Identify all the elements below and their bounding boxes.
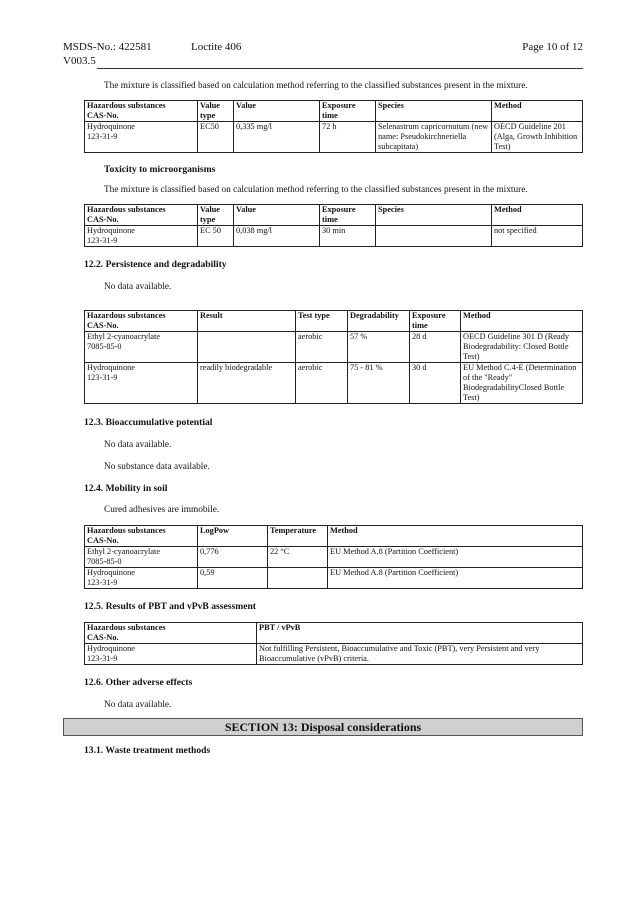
table-row — [85, 332, 583, 363]
col-value2: Value — [234, 101, 320, 122]
table-row — [85, 547, 583, 568]
persistence-text: No data available. — [104, 282, 172, 292]
method: OECD Guideline 301 D (Ready Biodegradability: Closed Bottle Test) — [461, 332, 583, 363]
col-substance: Hazardous substances — [87, 311, 166, 320]
persistence-title: 12.2. Persistence and degradability — [84, 259, 227, 270]
substance: Hydroquinone — [87, 644, 135, 653]
value: 0,038 mg/l — [234, 226, 320, 247]
col-exposure: Exposure time — [320, 205, 376, 226]
col-species: Species — [376, 205, 492, 226]
species — [376, 226, 492, 247]
table-header-row — [85, 311, 583, 332]
col-substance: Hazardous substances — [87, 205, 166, 214]
adverse-text: No data available. — [104, 700, 172, 710]
bioaccumulative-title: 12.3. Bioaccumulative potential — [84, 417, 213, 428]
mobility-text: Cured adhesives are immobile. — [104, 505, 220, 515]
substance: Hydroquinone — [87, 568, 135, 577]
col-temperature: Temperature — [268, 526, 328, 547]
col-test-type: Test type — [296, 311, 348, 332]
exposure: 72 h — [320, 122, 376, 153]
test-type: aerobic — [296, 363, 348, 404]
col-exposure: Exposure time — [320, 101, 376, 122]
method: EU Method A.8 (Partition Coefficient) — [328, 547, 583, 568]
assessment: Not fulfilling Persistent, Bioaccumulative and Toxic (PBT), very Persistent and very Bioaccumulative (vPvB) criteria. — [257, 644, 583, 665]
table-row — [85, 644, 583, 665]
cas: 123-31-9 — [87, 236, 118, 245]
product-name: Loctite 406 — [191, 41, 242, 53]
species: Selenastrum capricornutum (new name: Pseudokirchneriella subcapitata) — [376, 122, 492, 153]
substance: Ethyl 2-cyanoacrylate — [87, 332, 161, 341]
mobility-title: 12.4. Mobility in soil — [84, 483, 168, 494]
main-content — [84, 78, 583, 711]
col-cas: CAS-No. — [87, 215, 119, 224]
value: 0,335 mg/l — [234, 122, 320, 153]
bioaccumulative-text-2: No substance data available. — [104, 462, 210, 472]
cas: 123-31-9 — [87, 578, 118, 587]
result — [198, 332, 296, 363]
result: readily biodegradable — [198, 363, 296, 404]
pbt-title: 12.5. Results of PBT and vPvB assessment — [84, 601, 256, 612]
col-substance: Hazardous substances — [87, 101, 166, 110]
col-cas: CAS-No. — [87, 111, 119, 120]
exposure: 30 min — [320, 226, 376, 247]
col-logpow: LogPow — [198, 526, 268, 547]
msds-number: MSDS-No.: 422581 — [63, 41, 152, 53]
algae-intro: The mixture is classified based on calculation method referring to the classified substances present in the mixture. — [104, 81, 528, 91]
table-row — [85, 122, 583, 153]
col-result: Result — [198, 311, 296, 332]
col-type: type — [200, 215, 216, 224]
page-number: Page 10 of 12 — [522, 41, 583, 53]
value-type: EC50 — [198, 122, 234, 153]
table-row — [85, 568, 583, 589]
adverse-title: 12.6. Other adverse effects — [84, 677, 193, 688]
col-cas: CAS-No. — [87, 633, 119, 642]
micro-intro: The mixture is classified based on calculation method referring to the classified substances present in the mixture. — [104, 185, 528, 195]
micro-table — [84, 204, 583, 247]
table-header-row — [85, 101, 583, 122]
temperature — [268, 568, 328, 589]
header-rule — [97, 68, 583, 69]
degradability: 57 % — [348, 332, 410, 363]
degradability: 75 - 81 % — [348, 363, 410, 404]
test-type: aerobic — [296, 332, 348, 363]
col-value2: Value — [234, 205, 320, 226]
temperature: 22 °C — [268, 547, 328, 568]
cas: 7085-85-0 — [87, 342, 122, 351]
method: OECD Guideline 201 (Alga, Growth Inhibition Test) — [492, 122, 583, 153]
cas: 123-31-9 — [87, 373, 118, 382]
col-method: Method — [492, 205, 583, 226]
col-cas: CAS-No. — [87, 536, 119, 545]
col-value: Value — [200, 205, 220, 214]
cas: 123-31-9 — [87, 132, 118, 141]
col-method: Method — [492, 101, 583, 122]
substance: Hydroquinone — [87, 363, 135, 372]
col-value: Value — [200, 101, 220, 110]
col-time: time — [412, 321, 428, 330]
col-method: Method — [461, 311, 583, 332]
page-header — [63, 40, 583, 69]
col-type: type — [200, 111, 216, 120]
col-degradability: Degradability — [348, 311, 410, 332]
persistence-table — [84, 310, 583, 404]
logpow: 0,59 — [198, 568, 268, 589]
algae-table — [84, 100, 583, 153]
version: V003.5 — [63, 55, 96, 67]
col-exposure: Exposure — [412, 311, 446, 320]
method: EU Method A.8 (Partition Coefficient) — [328, 568, 583, 589]
logpow: 0,776 — [198, 547, 268, 568]
table-header-row — [85, 205, 583, 226]
col-substance: Hazardous substances — [87, 623, 166, 632]
value-type: EC 50 — [198, 226, 234, 247]
col-method: Method — [328, 526, 583, 547]
cas: 7085-85-0 — [87, 557, 122, 566]
waste-treatment-title: 13.1. Waste treatment methods — [84, 745, 211, 756]
exposure: 28 d — [410, 332, 461, 363]
col-pbt: PBT / vPvB — [257, 623, 583, 644]
substance: Ethyl 2-cyanoacrylate — [87, 547, 161, 556]
col-cas: CAS-No. — [87, 321, 119, 330]
micro-title: Toxicity to microorganisms — [104, 164, 216, 175]
table-row — [85, 363, 583, 404]
exposure: 30 d — [410, 363, 461, 404]
table-header-row — [85, 526, 583, 547]
section-13-heading: SECTION 13: Disposal considerations — [63, 718, 583, 736]
mobility-table — [84, 525, 583, 589]
col-substance: Hazardous substances — [87, 526, 166, 535]
col-species: Species — [376, 101, 492, 122]
bioaccumulative-text-1: No data available. — [104, 440, 172, 450]
substance: Hydroquinone — [87, 226, 135, 235]
method: EU Method C.4-E (Determination of the "Ready" BiodegradabilityClosed Bottle Test) — [461, 363, 583, 404]
cas: 123-31-9 — [87, 654, 118, 663]
method: not specified — [492, 226, 583, 247]
substance: Hydroquinone — [87, 122, 135, 131]
table-row — [85, 226, 583, 247]
table-header-row — [85, 623, 583, 644]
pbt-table — [84, 622, 583, 665]
